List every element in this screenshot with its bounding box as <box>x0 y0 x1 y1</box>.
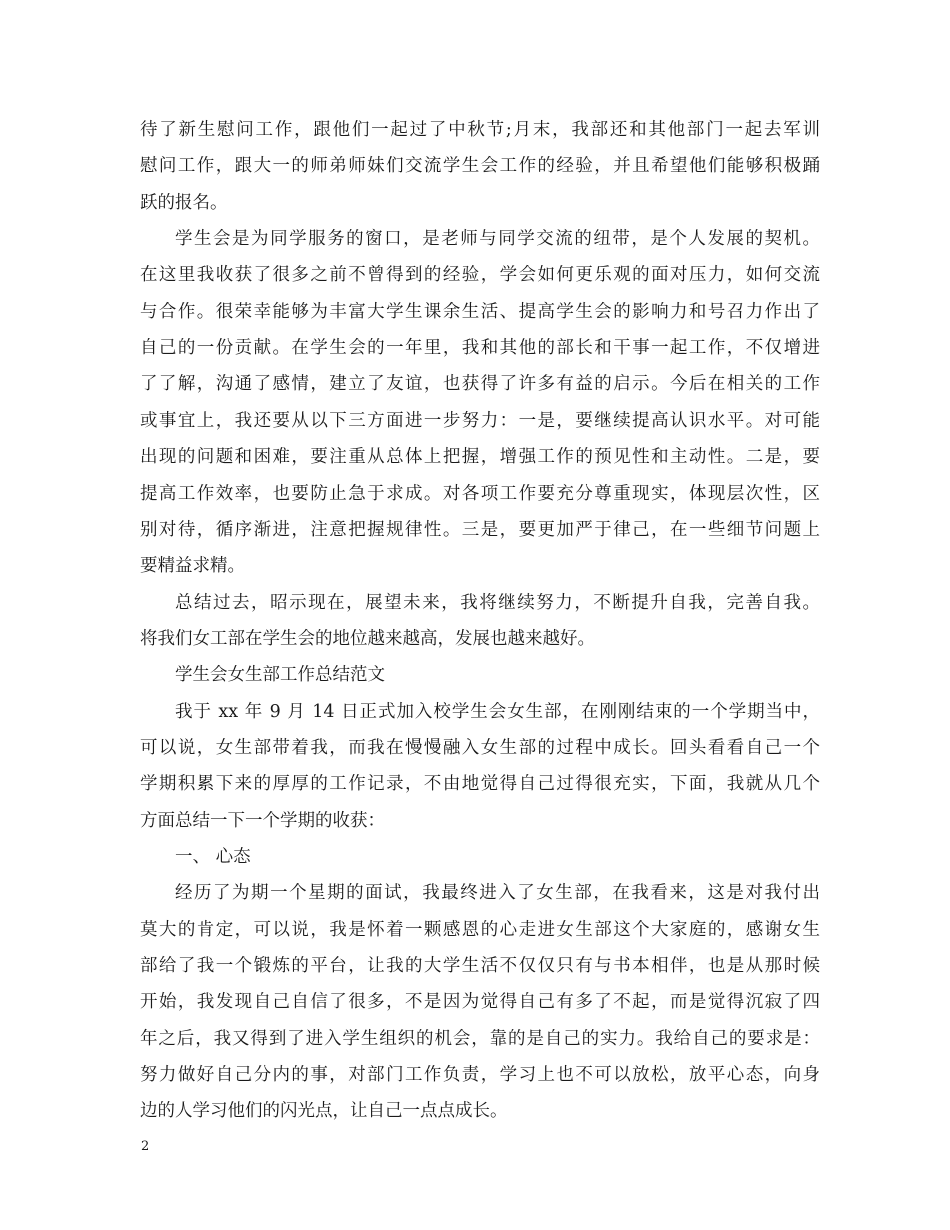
text-line: 方面总结一下一个学期的收获： <box>140 811 385 831</box>
text-line: 总结过去，昭示现在，展望未来，我将继续努力，不断提升自我，完善自我。 <box>175 593 820 613</box>
text-line: 可以说，女生部带着我，而我在慢慢融入女生部的过程中成长。回头看看自己一个 <box>140 738 820 758</box>
text-line: 将我们女工部在学生会的地位越来越高，发展也越来越好。 <box>140 629 595 649</box>
text-line: 别对待，循序渐进，注意把握规律性。三是，要更加严于律己，在一些细节问题上 <box>140 520 820 540</box>
text-line: 待了新生慰问工作，跟他们一起过了中秋节;月末，我部还和其他部门一起去军训 <box>140 120 820 140</box>
text-line: 边的人学习他们的闪光点，让自己一点点成长。 <box>140 1101 508 1121</box>
text-line: 开始，我发现自己自信了很多，不是因为觉得自己有多了不起，而是觉得沉寂了四 <box>140 992 820 1012</box>
text-line: 与合作。很荣幸能够为丰富大学生课余生活、提高学生会的影响力和号召力作出了 <box>140 302 820 322</box>
text-line: 出现的问题和困难，要注重从总体上把握，增强工作的预见性和主动性。二是，要 <box>140 447 820 467</box>
text-line: 学期积累下来的厚厚的工作记录，不由地觉得自己过得很充实，下面，我就从几个 <box>140 774 820 794</box>
text-line: 提高工作效率，也要防止急于求成。对各项工作要充分尊重现实，体现层次性，区 <box>140 484 820 504</box>
page-number: 2 <box>141 1139 150 1154</box>
text-line: 要精益求精。 <box>140 556 245 576</box>
text-line: 我于 xx 年 9 月 14 日正式加入校学生会女生部，在刚刚结束的一个学期当中， <box>175 702 820 722</box>
text-line: 在这里我收获了很多之前不曾得到的经验，学会如何更乐观的面对压力，如何交流 <box>140 265 820 285</box>
text-line: 一、 心态 <box>175 847 251 867</box>
text-line: 部给了我一个锻炼的平台，让我的大学生活不仅仅只有与书本相伴，也是从那时候 <box>140 956 820 976</box>
text-line: 了了解，沟通了感情，建立了友谊，也获得了许多有益的启示。今后在相关的工作 <box>140 374 820 394</box>
text-line: 慰问工作，跟大一的师弟师妹们交流学生会工作的经验，并且希望他们能够积极踊 <box>140 156 820 176</box>
text-line: 莫大的肯定，可以说，我是怀着一颗感恩的心走进女生部这个大家庭的，感谢女生 <box>140 920 820 940</box>
text-line: 年之后，我又得到了进入学生组织的机会，靠的是自己的实力。我给自己的要求是： <box>140 1029 820 1049</box>
text-line: 努力做好自己分内的事，对部门工作负责，学习上也不可以放松，放平心态，向身 <box>140 1065 820 1085</box>
text-line: 学生会女生部工作总结范文 <box>175 665 385 685</box>
text-line: 或事宜上，我还要从以下三方面进一步努力：一是，要继续提高认识水平。对可能 <box>140 411 820 431</box>
text-line: 学生会是为同学服务的窗口，是老师与同学交流的纽带，是个人发展的契机。 <box>175 229 820 249</box>
text-line: 跃的报名。 <box>140 193 228 213</box>
text-line: 自己的一份贡献。在学生会的一年里，我和其他的部长和干事一起工作，不仅增进 <box>140 338 820 358</box>
text-line: 经历了为期一个星期的面试，我最终进入了女生部，在我看来，这是对我付出 <box>175 883 820 903</box>
